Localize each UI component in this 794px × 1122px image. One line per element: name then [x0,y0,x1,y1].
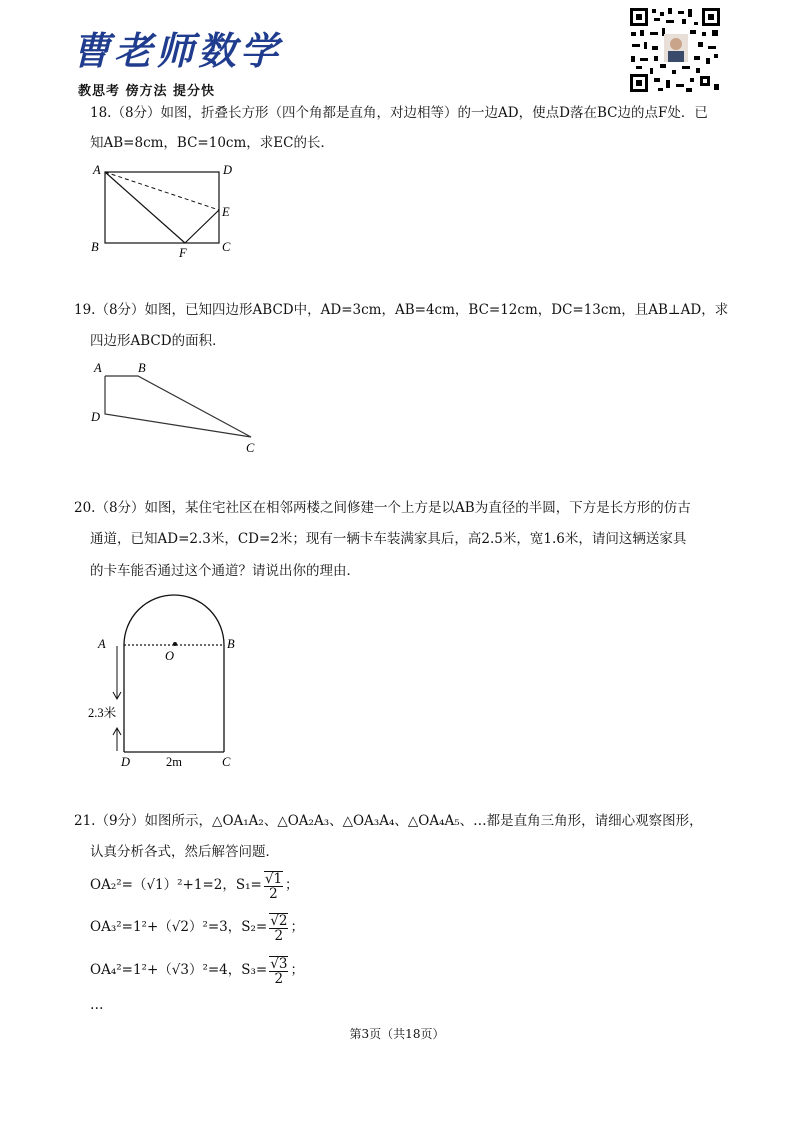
q20-text-line2: 通道，已知AD=2.3米，CD=2米；现有一辆卡车装满家具后，高2.5米，宽1.6米，请问这辆送家具 [90,531,687,547]
q18-label-F: F [179,246,187,260]
q18-label-A: A [93,163,101,177]
q21-formula-3-num: √3 [270,955,288,972]
q20-label-D: D [121,755,131,769]
q21-formula-1-den: 2 [269,885,278,902]
q18-text-line2: 知AB=8cm，BC=10cm，求EC的长． [90,135,334,151]
q21-formula-2-semicolon: ； [290,919,304,935]
q20-label-width: 2m [166,755,182,769]
q19-text-line2: 四边形ABCD的面积． [90,333,226,349]
q19-label-B: B [138,361,146,375]
q21-formula-3-semicolon: ； [290,962,304,978]
q18-figure [86,160,246,264]
q20-label-height: 2.3米 [88,706,117,720]
q19-figure [86,358,266,458]
q21-formula-2-num: √2 [270,912,288,929]
q19-label-D: D [91,410,101,424]
q21-text-line2: 认真分析各式，然后解答问题． [90,844,279,860]
q20-figure [86,588,256,774]
page-footer: 第3页（共18页） [349,1027,445,1041]
q20-label-C: C [222,755,231,769]
q21-formula-2-den: 2 [274,927,284,944]
q21-formula-1 [90,870,299,901]
q21-formula-3-frac [269,956,288,986]
q20-text-line1: 20.（8分）如图，某住宅社区在相邻两楼之间修建一个上方是以AB为直径的半圆，下方是长方形的仿古 [74,500,691,516]
brand-slogan: 教思考 傍方法 提分快 [78,84,216,99]
q18-label-D: D [223,163,233,177]
q18-label-C: C [222,240,231,254]
q21-text-line1: 21.（9分）如图所示，△OA₁A₂、△OA₂A₃、△OA₃A₄、△OA₄A₅、…都是直角三角形，请细心观察图形， [74,813,703,829]
q19-label-C: C [246,441,255,455]
q21-formula-1-left: OA₂²=（√1）²+1=2，S₁= [90,877,262,893]
brand-logo: 曹老师数学 [72,28,283,73]
q18-text-line1: 18.（8分）如图，折叠长方形（四个角都是直角，对边相等）的一边AD，使点D落在BC边的点F处．已 [90,105,708,121]
q21-formula-1-frac [264,871,283,901]
q21-formula-2-left: OA₃²=1²+（√2）²=3，S₂= [90,919,268,935]
q21-formula-3 [90,955,304,986]
q19-text-line1: 19.（8分）如图，已知四边形ABCD中，AD=3cm，AB=4cm，BC=12cm，DC=13cm，且AB⊥AD，求 [74,302,729,318]
q19-label-A: A [94,361,102,375]
q21-formula-2 [90,912,304,943]
q21-formula-1-num: √1 [264,870,283,887]
q20-label-B: B [227,637,235,651]
q20-label-A: A [98,637,106,651]
qr-code [628,6,722,94]
q21-formula-2-frac [269,913,288,943]
q21-ellipsis: … [90,997,104,1013]
q21-formula-1-semicolon: ； [285,877,299,893]
q20-text-line3: 的卡车能否通过这个通道？请说出你的理由． [90,563,360,579]
q20-label-O: O [165,649,175,663]
q18-label-E: E [222,205,230,219]
q21-formula-3-left: OA₄²=1²+（√3）²=4，S₃= [90,962,268,978]
q21-formula-3-den: 2 [274,970,284,987]
q18-label-B: B [91,240,99,254]
